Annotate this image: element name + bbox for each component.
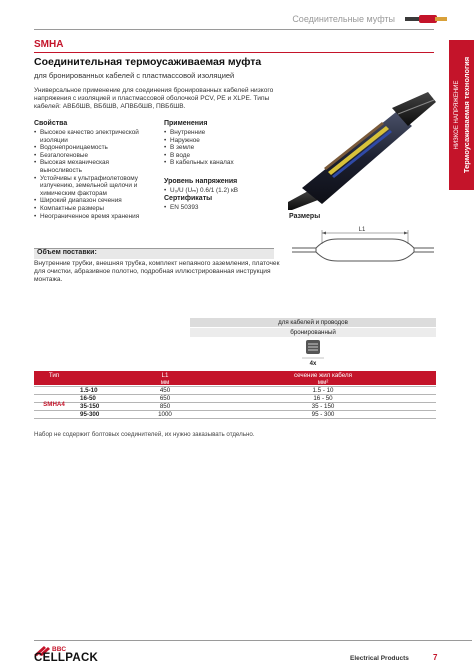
- product-code: SMHA: [34, 39, 64, 50]
- table-cell-size: 1.5-10: [80, 387, 98, 394]
- list-item: • Безгалогеновые: [34, 152, 152, 160]
- page-number: 7: [433, 653, 438, 662]
- table-cell-size: 16-50: [80, 395, 96, 402]
- dimension-l1-label: L1: [358, 227, 366, 233]
- column-header-l1-label: L1: [161, 372, 169, 379]
- connector-thumbnail-image: [405, 12, 447, 26]
- table-cell-section: 95 - 300: [311, 411, 335, 418]
- list-item: • Наружное: [164, 137, 284, 145]
- product-intro: Универсальное применение для соединения бронированных кабелей низкого напряжения с изоляцией и пластмассовой оболочкой PCV, PE и XLPE. Типы кабелей: АВБбШВ, ВБбШВ, АПВБбШВ, ПВБбШВ.: [34, 87, 274, 110]
- list-item: • В воде: [164, 152, 284, 160]
- certificates-heading: Сертификаты: [164, 195, 213, 202]
- table-cell-size: 35-150: [80, 403, 100, 410]
- table-row-divider: [34, 386, 436, 387]
- brand-logo-small: BBC: [52, 646, 67, 653]
- table-cell-l1: 850: [159, 403, 171, 410]
- header-rule: [34, 29, 434, 30]
- list-item: • Водонепроницаемость: [34, 144, 152, 152]
- table-cell-size: 95-300: [80, 411, 100, 418]
- list-item: • Высокая механическая выносливость: [34, 159, 152, 174]
- applications-heading: Применения: [164, 120, 208, 127]
- column-header-section: [258, 373, 388, 387]
- scope-heading: Объем поставки:: [37, 249, 97, 256]
- table-cell-section: 1.5 - 10: [312, 387, 334, 394]
- table-row-divider: [34, 418, 436, 419]
- table-footnote: Набор не содержит болтовых соединителей, их нужно заказывать отдельно.: [34, 431, 255, 438]
- applications-list: [164, 129, 284, 167]
- table-cell-section: 16 - 50: [313, 395, 333, 402]
- list-item: • Компактные размеры: [34, 205, 152, 213]
- scope-text: Внутренние трубки, внешняя трубка, комплект непаяного заземления, платочек для очистки, абразивное полотно, подробная иллюстрированная инструкция монтажа.: [34, 260, 280, 283]
- properties-heading: Свойства: [34, 120, 68, 127]
- list-item: • Внутренние: [164, 129, 284, 137]
- footer-product-line: Electrical Products: [350, 655, 409, 662]
- list-item: • Высокое качество электрической изоляции: [34, 129, 152, 144]
- list-item: • EN 50393: [164, 204, 198, 212]
- list-item: • В земле: [164, 144, 284, 152]
- cable-type-header: для кабелей и проводов: [190, 318, 436, 327]
- brand-logo: CELLPACK: [34, 652, 99, 664]
- column-header-section-unit: мм²: [317, 378, 329, 386]
- certificates-list: [164, 204, 198, 212]
- column-header-l1-unit: мм: [160, 378, 170, 386]
- footer-rule: [34, 640, 472, 641]
- table-cell-section: 35 - 150: [311, 403, 335, 410]
- column-header-l1: [130, 373, 200, 387]
- list-item: • Широкий диапазон сечения: [34, 197, 152, 205]
- dimension-diagram: [290, 224, 436, 266]
- product-photo: [288, 92, 436, 210]
- header-title: Соединительные муфты: [292, 14, 395, 24]
- list-item: • Устойчивы к ультрафиолетовому излучению, земельной щелочи и химическим факторам: [34, 175, 152, 198]
- side-tab-title: Термоусаживаемая технология: [461, 56, 471, 174]
- properties-list: [34, 129, 152, 220]
- column-header-type: Тип: [48, 372, 60, 379]
- side-tab-small-label: НИЗКОЕ НАПРЯЖЕНИЕ: [453, 80, 460, 150]
- product-type-name: SMHA4: [43, 401, 65, 408]
- cable-cores-icon: [190, 338, 436, 370]
- product-title: Соединительная термоусаживаемая муфта: [34, 56, 262, 68]
- table-cell-l1: 450: [159, 387, 171, 394]
- table-cell-l1: 1000: [158, 411, 172, 418]
- list-item: • Неограниченное время хранения: [34, 213, 152, 221]
- voltage-list: [164, 187, 238, 195]
- voltage-value: • U₀/U (Uₘ) 0.6/1 (1.2) кВ: [164, 187, 238, 195]
- title-rule: [34, 52, 434, 53]
- cores-count: 4x: [309, 361, 317, 367]
- dimensions-heading: Размеры: [289, 213, 321, 220]
- list-item: • В кабельных каналах: [164, 159, 284, 167]
- table-cell-l1: 650: [159, 395, 171, 402]
- product-subtitle: для бронированных кабелей с пластмассовой изоляцией: [34, 71, 235, 80]
- voltage-heading: Уровень напряжения: [164, 178, 238, 185]
- cable-subtype-header: бронированный: [190, 328, 436, 337]
- column-header-section-label: сечение жил кабеля: [294, 372, 352, 379]
